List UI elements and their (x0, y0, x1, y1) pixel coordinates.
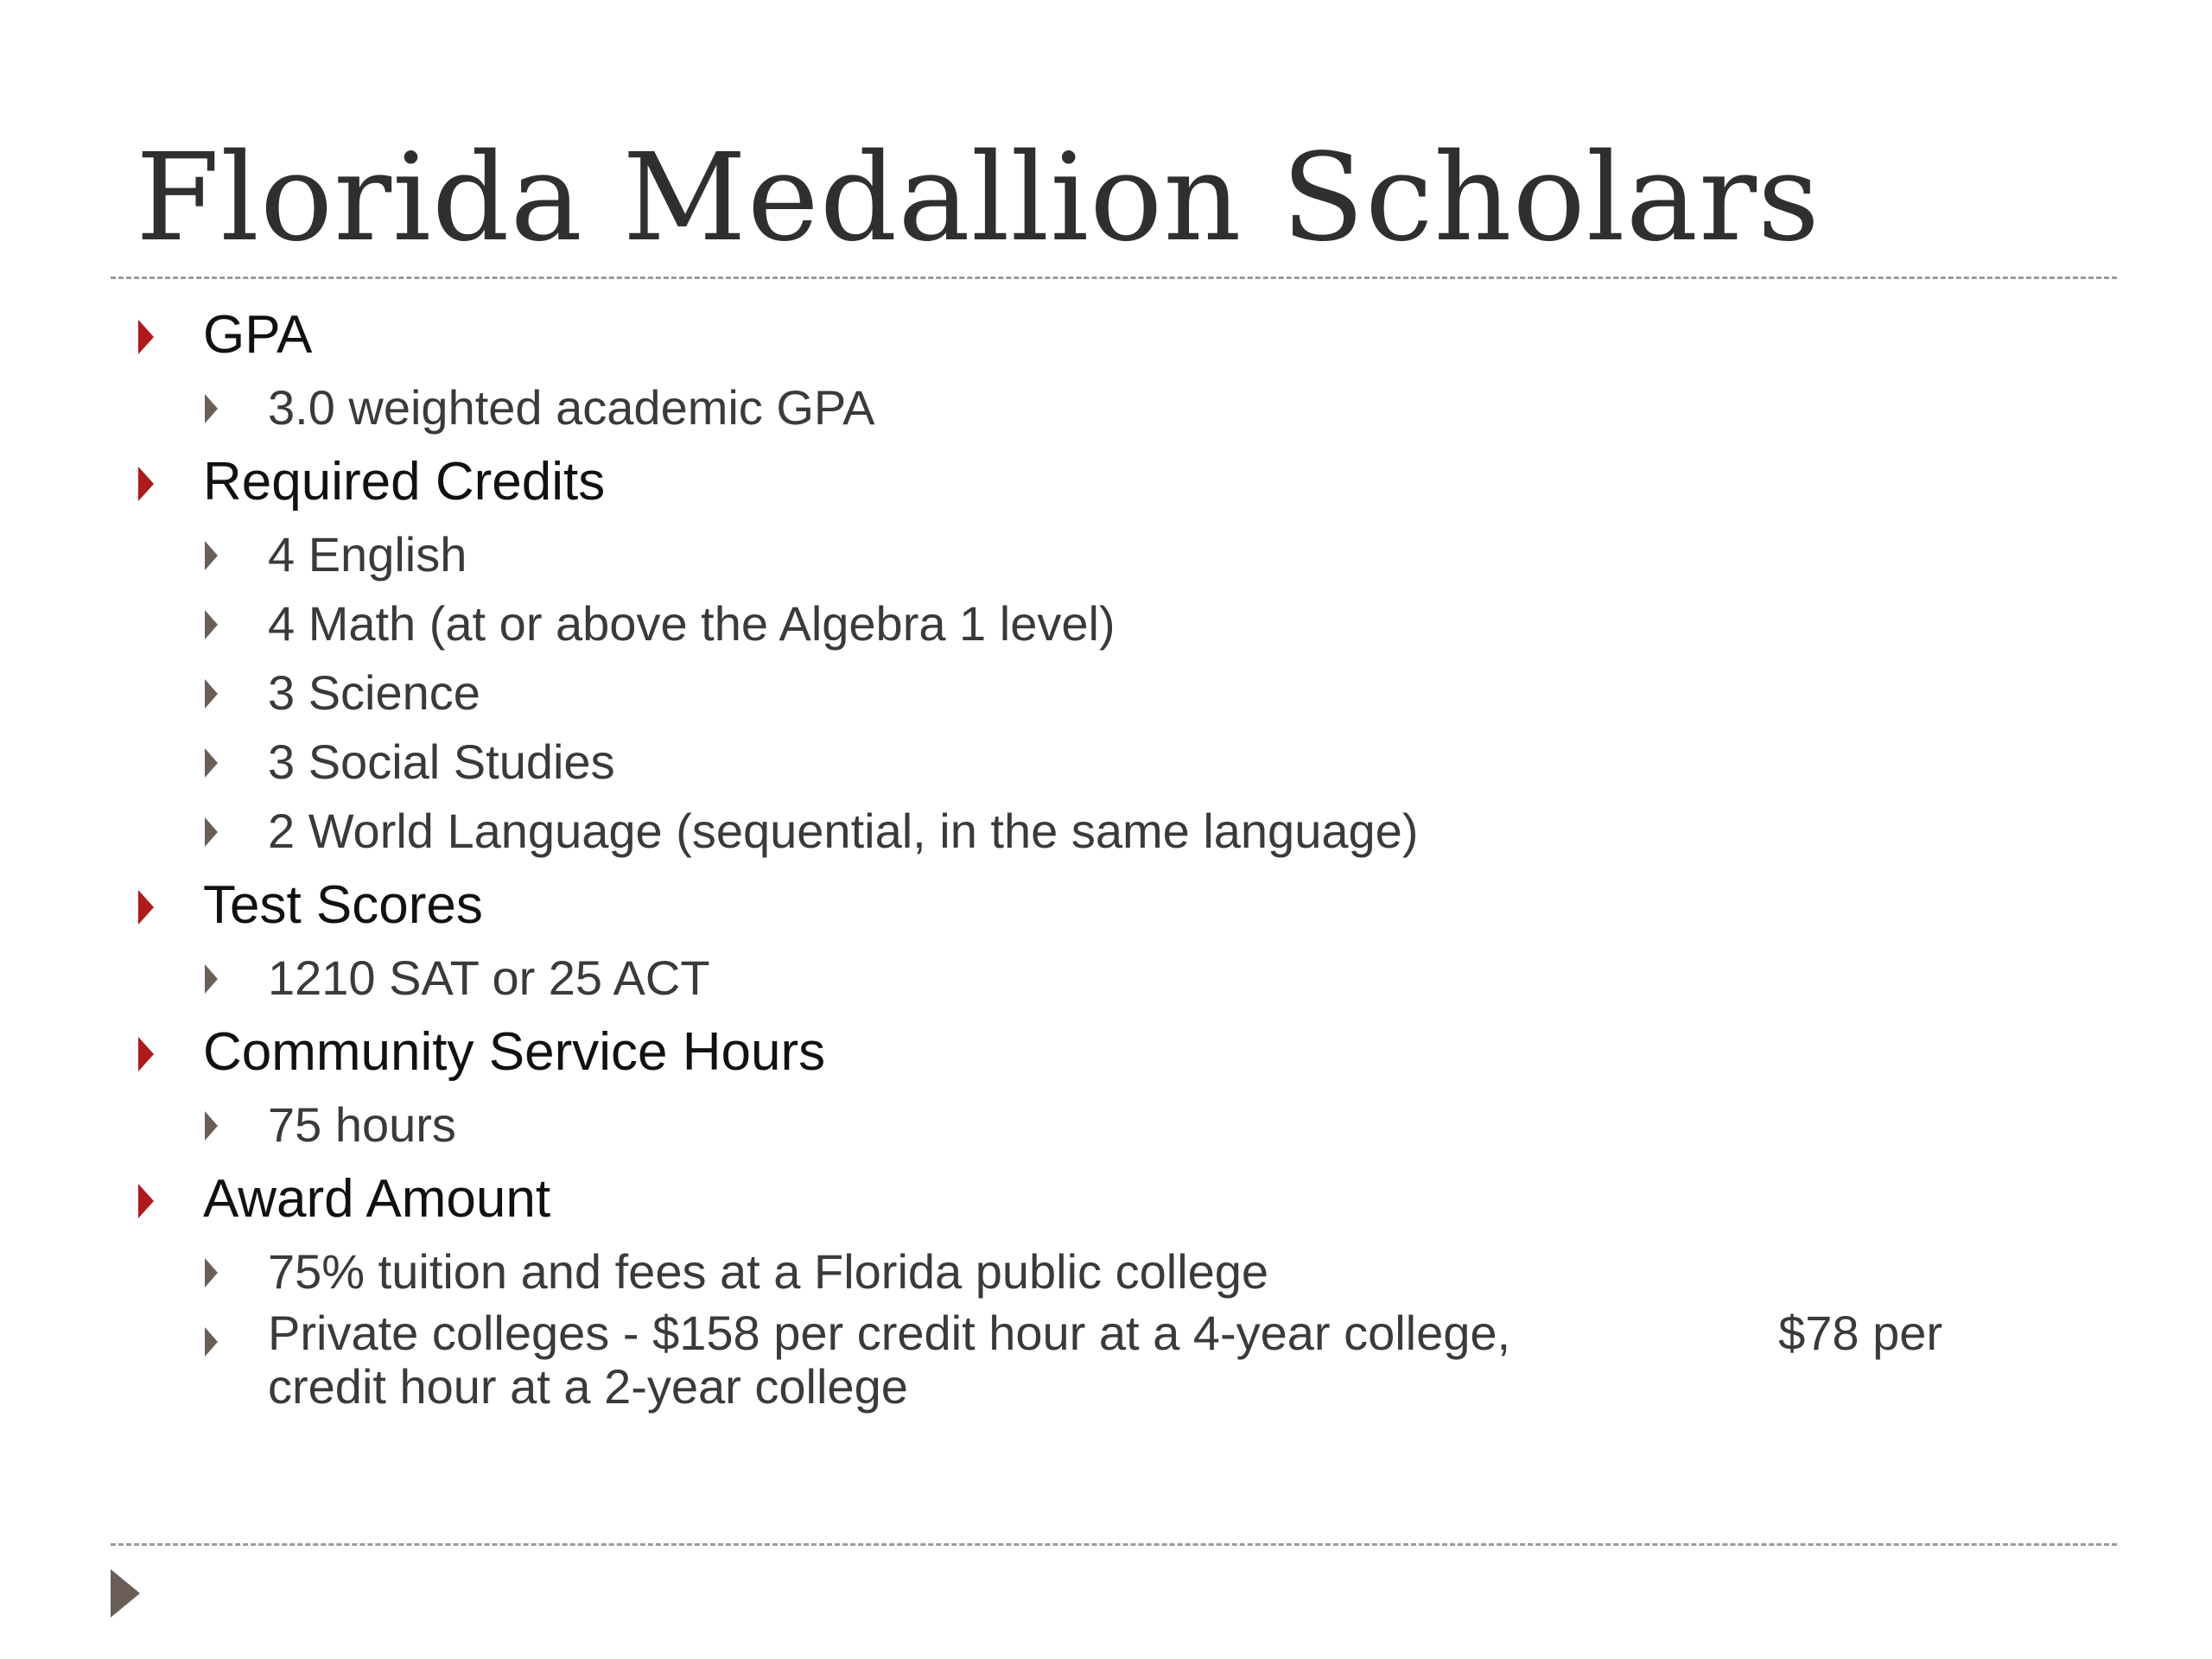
bullet-heading: Award Amount (203, 1169, 551, 1229)
bullet-heading: Required Credits (203, 452, 606, 512)
triangle-right-icon (138, 467, 154, 501)
triangle-right-icon (138, 890, 154, 925)
bullet-text (268, 1306, 2082, 1414)
bullet-text-part: Private colleges - $158 per credit hour at a 4-year college, (268, 1306, 1511, 1360)
triangle-right-icon (138, 1184, 154, 1218)
triangle-right-icon (205, 610, 218, 639)
triangle-right-icon (205, 964, 218, 994)
slide-title: Florida Medallion Scholars (136, 128, 1821, 269)
bullet-text: 75% tuition and fees at a Florida public college (268, 1244, 1269, 1299)
bullet-heading: Community Service Hours (203, 1022, 826, 1082)
bullet-text: 75 hours (268, 1097, 456, 1152)
bullet-text-part: credit hour at a 2-year college (268, 1359, 908, 1414)
triangle-right-icon (138, 320, 154, 354)
bullet-text-part: $78 per (1778, 1306, 1943, 1360)
bullet-heading: Test Scores (203, 875, 483, 935)
bullet-text: 3 Social Studies (268, 734, 615, 789)
bullet-text: 4 English (268, 527, 467, 582)
triangle-right-icon (138, 1037, 154, 1071)
triangle-right-icon (205, 679, 218, 709)
bullet-text: 3 Science (268, 665, 480, 720)
triangle-right-icon (205, 817, 218, 847)
bullet-heading: GPA (203, 305, 313, 365)
bullet-text: 1210 SAT or 25 ACT (268, 950, 710, 1005)
bullet-text: 3.0 weighted academic GPA (268, 380, 875, 435)
bullet-text: 2 World Language (sequential, in the same language) (268, 804, 1419, 858)
triangle-right-icon (205, 541, 218, 570)
triangle-right-icon (205, 394, 218, 423)
triangle-right-icon (205, 1327, 218, 1357)
bullet-text: 4 Math (at or above the Algebra 1 level) (268, 596, 1116, 651)
footer-divider (111, 1543, 2117, 1546)
triangle-right-icon (111, 1569, 140, 1618)
triangle-right-icon (205, 1258, 218, 1287)
triangle-right-icon (205, 748, 218, 778)
title-divider (111, 276, 2117, 279)
triangle-right-icon (205, 1111, 218, 1141)
